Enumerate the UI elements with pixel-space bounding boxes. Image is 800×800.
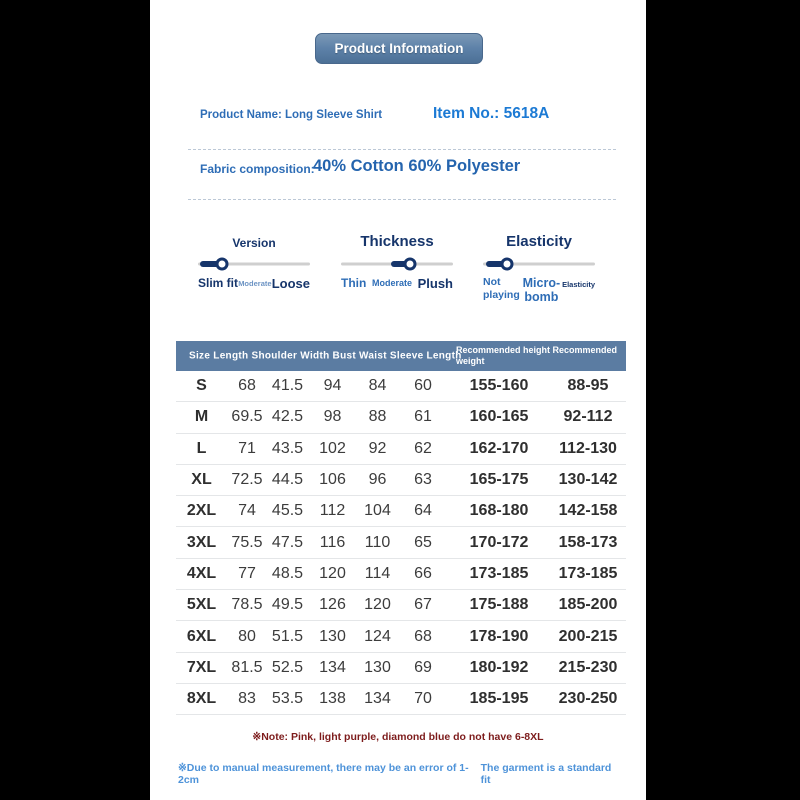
- right-letterbox-bar: [646, 0, 800, 800]
- slider-label: Moderate: [371, 278, 412, 288]
- table-cell: 130: [319, 627, 346, 645]
- divider: [188, 199, 616, 200]
- table-row: [176, 527, 626, 558]
- table-cell: 112-130: [559, 439, 617, 457]
- table-cell: 185-195: [469, 690, 529, 708]
- table-cell: 88: [368, 408, 387, 426]
- thickness-slider-labels: [341, 276, 453, 291]
- size-chart-header: [176, 341, 626, 371]
- table-cell: 185-200: [558, 596, 618, 614]
- table-cell: 160-165: [469, 408, 529, 426]
- table-cell: 102: [319, 439, 346, 457]
- table-cell: 6XL: [186, 627, 217, 645]
- thickness-slider: [341, 256, 453, 271]
- table-cell: 200-215: [558, 627, 618, 645]
- slider-label: Micro-bomb: [522, 276, 561, 305]
- table-cell: 65: [414, 533, 432, 551]
- table-cell: 130-142: [558, 471, 618, 489]
- table-cell: 180-192: [469, 658, 529, 676]
- table-cell: 84: [368, 377, 387, 395]
- table-cell: 158-173: [558, 533, 618, 551]
- table-cell: 175-188: [469, 596, 529, 614]
- table-cell: M: [194, 408, 209, 426]
- slider-knob: [215, 257, 228, 270]
- table-cell: 88-95: [567, 377, 609, 395]
- version-slider-title: Version: [232, 236, 276, 250]
- product-information-badge: Product Information: [315, 33, 483, 64]
- table-row: [176, 434, 626, 465]
- table-cell: 162-170: [469, 439, 529, 457]
- slider-label: Plush: [417, 276, 453, 291]
- divider: [188, 149, 616, 150]
- table-cell: 165-175: [469, 471, 529, 489]
- table-row: [176, 465, 626, 496]
- fit-note: The garment is a standard fit: [480, 762, 612, 786]
- table-cell: 70: [414, 690, 432, 708]
- table-row: [176, 371, 626, 402]
- slider-knob: [500, 257, 513, 270]
- header-recommended-columns: Recommended height Recommended weight: [456, 345, 618, 367]
- table-cell: 43.5: [271, 439, 304, 457]
- table-cell: 68: [238, 377, 256, 395]
- table-cell: 142-158: [558, 502, 618, 520]
- table-cell: 98: [323, 408, 342, 426]
- table-cell: 130: [364, 658, 391, 676]
- table-cell: 114: [364, 564, 391, 582]
- table-cell: 8XL: [186, 690, 217, 708]
- table-cell: XL: [191, 471, 212, 489]
- table-cell: 44.5: [271, 471, 304, 489]
- table-cell: 67: [414, 596, 432, 614]
- table-cell: 120: [319, 564, 346, 582]
- table-cell: 3XL: [186, 533, 217, 551]
- slider-label: Thin: [341, 276, 367, 290]
- table-cell: 63: [414, 471, 432, 489]
- fabric-composition-label: Fabric composition:: [200, 162, 315, 176]
- table-cell: 71: [238, 439, 256, 457]
- table-cell: 134: [364, 690, 391, 708]
- item-number-text: Item No.: 5618A: [433, 105, 550, 122]
- table-cell: 120: [364, 596, 391, 614]
- table-cell: 81.5: [231, 658, 263, 676]
- table-cell: 92: [368, 439, 387, 457]
- attribute-sliders: [150, 230, 646, 305]
- table-cell: S: [196, 377, 207, 395]
- table-cell: 230-250: [558, 690, 618, 708]
- table-cell: 110: [364, 533, 391, 551]
- product-info-panel: [150, 0, 646, 800]
- table-row: [176, 684, 626, 715]
- size-chart-table: [176, 341, 626, 715]
- thickness-slider-group: [341, 230, 453, 291]
- table-cell: 168-180: [469, 502, 529, 520]
- table-cell: 53.5: [271, 690, 304, 708]
- table-cell: 61: [414, 408, 432, 426]
- table-cell: 173-185: [469, 564, 529, 582]
- table-row: [176, 653, 626, 684]
- table-cell: 178-190: [469, 627, 529, 645]
- table-cell: 112: [319, 502, 346, 520]
- table-cell: 75.5: [231, 533, 263, 551]
- table-cell: 155-160: [469, 377, 529, 395]
- table-cell: 78.5: [231, 596, 263, 614]
- table-cell: 42.5: [271, 408, 304, 426]
- table-cell: 51.5: [271, 627, 304, 645]
- fabric-composition-value: 40% Cotton 60% Polyester: [313, 157, 521, 175]
- size-table-body: [176, 371, 626, 715]
- elasticity-slider-group: [483, 230, 595, 305]
- table-cell: 4XL: [186, 564, 217, 582]
- footer-notes: [178, 762, 620, 786]
- table-cell: 170-172: [469, 533, 529, 551]
- slider-knob: [404, 257, 417, 270]
- table-cell: 126: [319, 596, 346, 614]
- table-cell: 64: [414, 502, 432, 520]
- table-cell: 5XL: [186, 596, 217, 614]
- table-cell: 173-185: [558, 564, 618, 582]
- elasticity-slider: [483, 256, 595, 271]
- table-cell: 2XL: [186, 502, 217, 520]
- table-cell: 69.5: [231, 408, 263, 426]
- table-cell: 68: [414, 627, 432, 645]
- table-cell: 92-112: [563, 408, 613, 426]
- thickness-slider-title: Thickness: [360, 233, 434, 250]
- table-row: [176, 559, 626, 590]
- measurement-error-note: ※Due to manual measurement, there may be an error of 1-2cm: [178, 762, 469, 786]
- table-cell: 48.5: [271, 564, 304, 582]
- product-name-text: Product Name: Long Sleeve Shirt: [200, 109, 383, 121]
- slider-label: Moderate: [238, 279, 272, 288]
- elasticity-slider-labels: [483, 276, 595, 305]
- table-cell: 47.5: [271, 533, 304, 551]
- table-cell: 134: [319, 658, 346, 676]
- version-slider: [198, 256, 310, 271]
- table-cell: 83: [238, 690, 256, 708]
- color-availability-note: ※Note: Pink, light purple, diamond blue do not have 6-8XL: [252, 731, 544, 743]
- slider-label: Not playing: [483, 276, 520, 301]
- table-row: [176, 590, 626, 621]
- elasticity-slider-title: Elasticity: [506, 233, 572, 250]
- table-cell: 69: [414, 658, 432, 676]
- slider-label: Slim fit: [198, 276, 239, 290]
- table-cell: 62: [414, 439, 432, 457]
- version-slider-group: [198, 230, 310, 291]
- table-cell: 72.5: [231, 471, 263, 489]
- table-cell: 74: [238, 502, 256, 520]
- table-cell: 7XL: [186, 658, 217, 676]
- table-cell: 106: [319, 471, 346, 489]
- left-letterbox-bar: [0, 0, 150, 800]
- table-cell: 138: [319, 690, 346, 708]
- table-cell: 215-230: [558, 658, 618, 676]
- table-cell: 52.5: [271, 658, 304, 676]
- table-cell: 66: [414, 564, 432, 582]
- table-cell: 45.5: [271, 502, 304, 520]
- table-cell: 41.5: [271, 377, 304, 395]
- slider-label: Loose: [271, 276, 310, 291]
- table-row: [176, 402, 626, 433]
- table-cell: 104: [364, 502, 391, 520]
- slider-label: Elasticity: [562, 280, 595, 289]
- table-cell: 96: [368, 471, 387, 489]
- table-row: [176, 621, 626, 652]
- table-cell: 124: [364, 627, 391, 645]
- table-cell: 77: [238, 564, 256, 582]
- table-cell: 80: [238, 627, 256, 645]
- header-measurement-columns: Size Length Shoulder Width Bust Waist Sleeve Length: [189, 350, 462, 362]
- table-row: [176, 496, 626, 527]
- table-cell: 49.5: [271, 596, 304, 614]
- version-slider-labels: [198, 276, 310, 291]
- table-cell: 116: [319, 533, 346, 551]
- table-cell: 94: [323, 377, 342, 395]
- table-cell: 60: [414, 377, 432, 395]
- table-cell: L: [196, 439, 207, 457]
